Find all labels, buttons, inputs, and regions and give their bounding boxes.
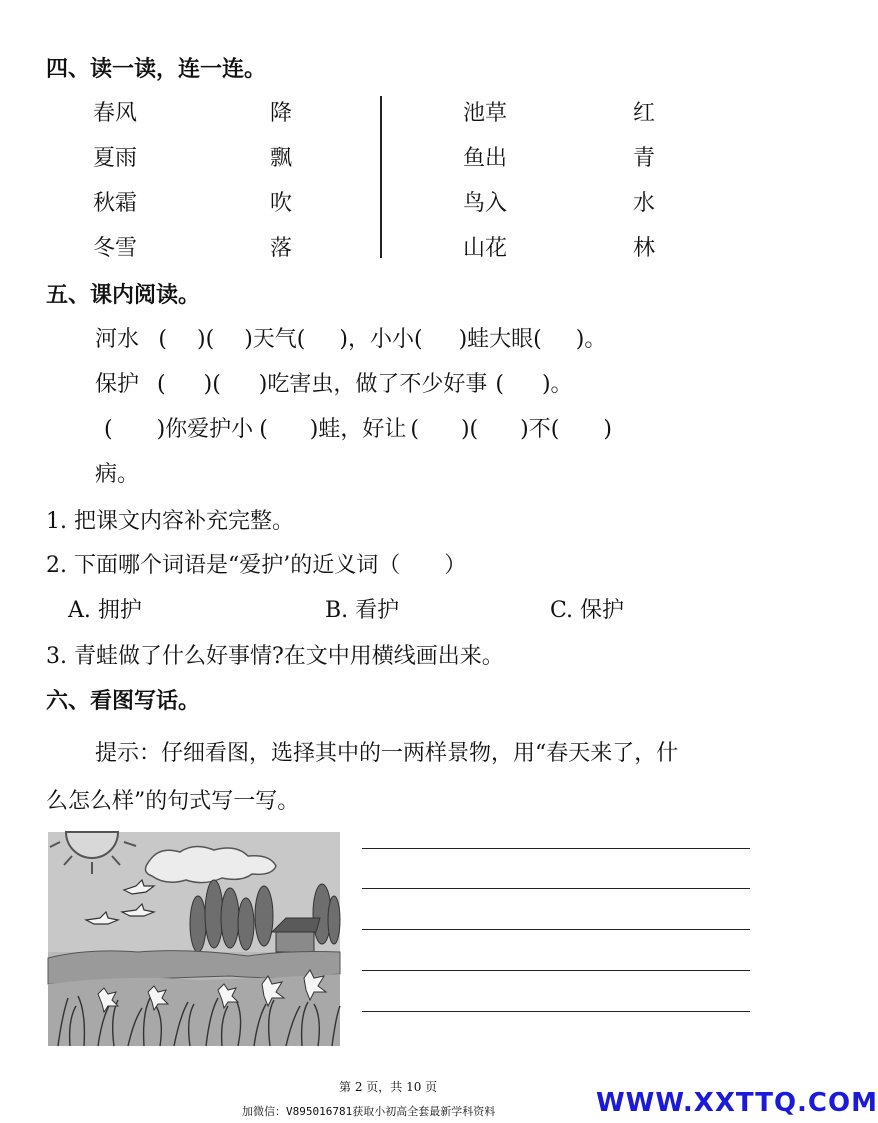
blank-close: ): [603, 417, 612, 442]
passage-text: )蛙，好让: [309, 417, 407, 442]
passage-text: )，小小: [339, 327, 414, 352]
blank-open: (: [157, 372, 166, 397]
footer-ad-text: 加微信：V895016781获取小初高全套最新学科资料: [242, 1105, 496, 1118]
blank-open: (: [296, 327, 306, 352]
page-number: 第 2 页，共 10 页: [339, 1080, 438, 1094]
blank-open: (: [410, 417, 419, 442]
right-word-3: 鸟入: [463, 191, 508, 216]
left-verb-4: 落: [270, 236, 293, 261]
right-word-1: 池草: [463, 101, 508, 126]
blank-open: (: [413, 327, 423, 352]
section5-title: 五、课内阅读。: [46, 283, 201, 308]
left-word-3: 秋霜: [93, 191, 138, 216]
blank-open: (: [533, 327, 542, 352]
answer-line[interactable]: [362, 970, 750, 971]
left-word-2: 夏雨: [93, 146, 138, 171]
passage-text: )你爱护小: [156, 417, 254, 442]
option-c: C. 保护: [550, 598, 625, 623]
passage-text: )天气: [244, 327, 297, 352]
passage-line-4: 病。: [95, 462, 140, 487]
passage-line-2: [95, 367, 573, 398]
footer-brand-link[interactable]: WWW.XXTTQ.COM: [596, 1088, 878, 1118]
hint-line-2: 么怎么样”的句式写一写。: [46, 789, 300, 814]
passage-line-3: [104, 412, 612, 443]
left-word-4: 冬雪: [93, 236, 138, 261]
answer-line[interactable]: [362, 888, 750, 889]
blank-mid: )(: [460, 417, 479, 442]
section6-title: 六、看图写话。: [46, 689, 201, 714]
right-word-4: 山花: [463, 236, 508, 261]
passage-text: 河水: [95, 327, 140, 352]
right-target-3: 水: [633, 191, 656, 216]
blank-mid: )(: [203, 372, 221, 397]
question-3: 3. 青蛙做了什么好事情?在文中用横线画出来。: [46, 644, 504, 669]
passage-text: )。: [541, 372, 573, 397]
blank-open: (: [495, 372, 504, 397]
blank-open: (: [259, 417, 268, 442]
section4-title: 四、读一读，连一连。: [46, 57, 267, 82]
right-target-1: 红: [633, 101, 656, 126]
passage-text: )。: [575, 327, 607, 352]
answer-line[interactable]: [362, 929, 750, 930]
spring-scene-illustration: [48, 832, 340, 1046]
left-verb-2: 飘: [270, 146, 293, 171]
blank-open: (: [550, 417, 560, 442]
column-divider: [380, 96, 382, 258]
blank-open: (: [104, 417, 113, 442]
question-2: 2. 下面哪个词语是“爱护’的近义词（ ）: [46, 553, 467, 578]
answer-line[interactable]: [362, 848, 750, 849]
left-word-1: 春风: [93, 101, 138, 126]
option-a: A. 拥护: [68, 598, 142, 623]
passage-text: 保护: [95, 372, 140, 397]
right-target-2: 青: [633, 146, 656, 171]
left-verb-3: 吹: [270, 191, 293, 216]
passage-text: )不: [520, 417, 551, 442]
blank-mid: )(: [197, 327, 215, 352]
passage-text: )吃害虫，做了不少好事: [258, 372, 488, 397]
blank-open: (: [158, 327, 168, 352]
hint-line-1: 提示：仔细看图，选择其中的一两样景物，用“春天来了，什: [95, 741, 679, 766]
left-verb-1: 降: [270, 101, 293, 126]
option-b: B. 看护: [325, 598, 400, 623]
answer-line[interactable]: [362, 1011, 750, 1012]
question-1: 1. 把课文内容补充完整。: [46, 509, 294, 534]
right-word-2: 鱼出: [463, 146, 508, 171]
right-target-4: 林: [633, 236, 656, 261]
passage-text: )蛙大眼: [458, 327, 534, 352]
passage-line-1: [95, 322, 606, 353]
